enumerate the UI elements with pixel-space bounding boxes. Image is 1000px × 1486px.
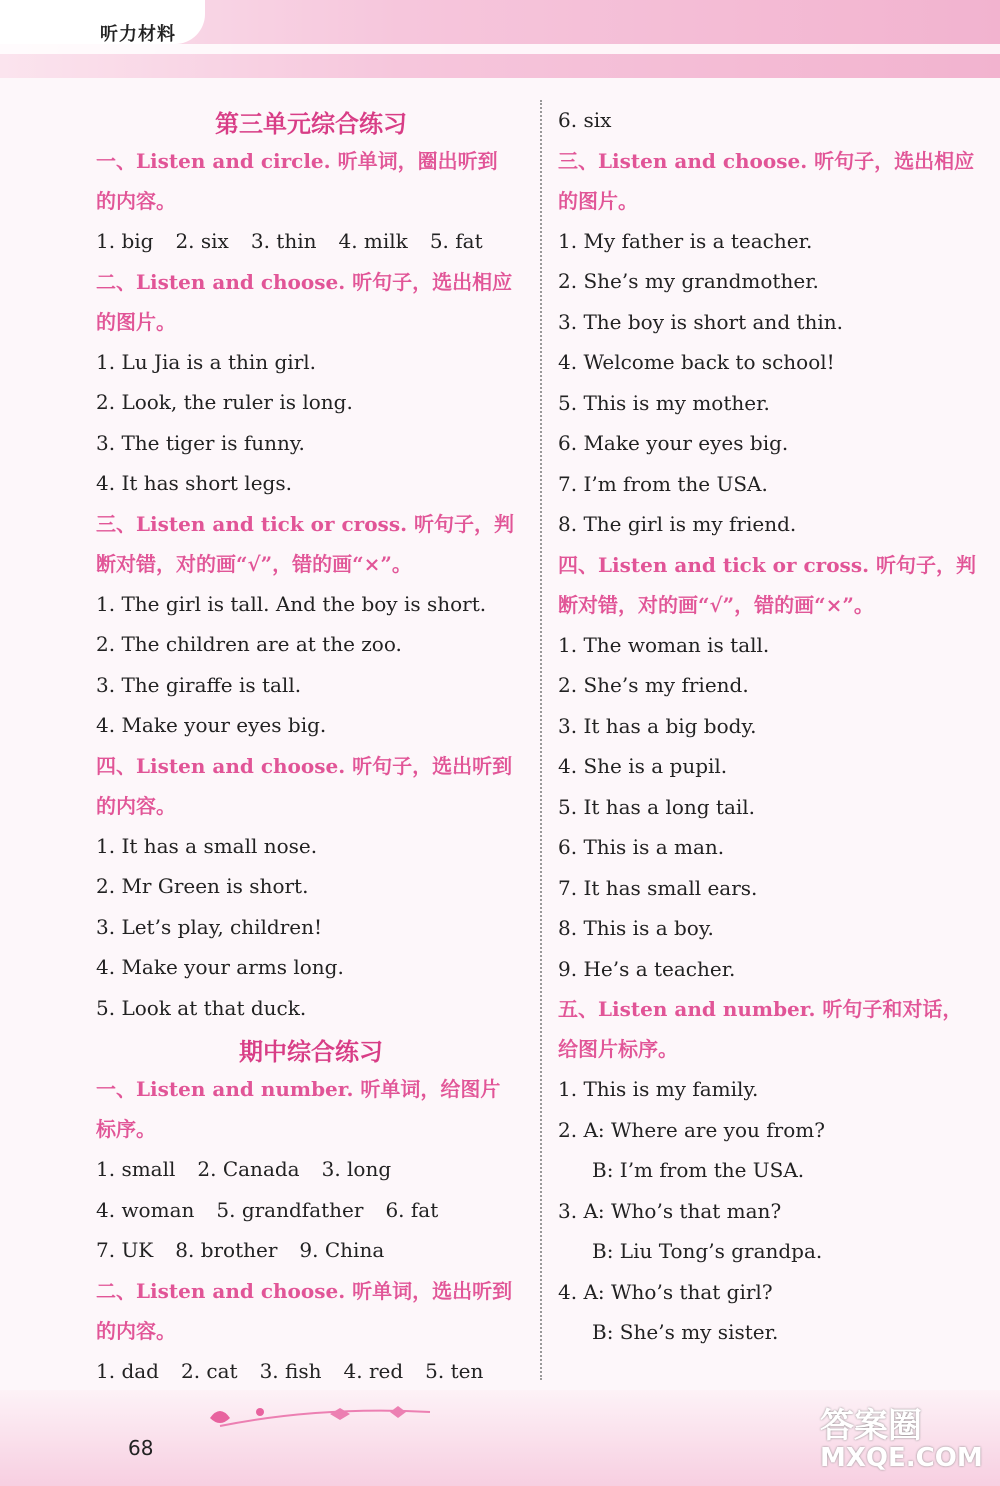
list-item: 5. This is my mother. <box>558 390 770 415</box>
section-heading: 二、Listen and choose. 听单词，选出听到 <box>96 1278 513 1303</box>
list-item: 5. Look at that duck. <box>96 995 307 1020</box>
word-row <box>96 221 526 262</box>
list-item: 3. long <box>321 1157 392 1181</box>
section-heading: 的图片。 <box>558 188 638 213</box>
list-item: 3. fish <box>259 1358 322 1383</box>
list-item: 3. Let’s play, children! <box>96 914 323 939</box>
list-item: 1. small <box>96 1157 176 1181</box>
dialogue-line: B: She’s my sister. <box>592 1320 779 1344</box>
list-item: 1. It has a small nose. <box>96 833 318 858</box>
flower-decoration-icon <box>200 1396 440 1436</box>
dialogue-line: 3. A: Who’s that man? <box>558 1198 782 1223</box>
list-item: 2. Look, the ruler is long. <box>96 390 353 414</box>
list-item: 2. six <box>175 229 229 253</box>
section-heading: 的内容。 <box>96 1318 176 1343</box>
list-item: 4. She is a pupil. <box>558 754 728 778</box>
section-heading: 的内容。 <box>96 189 176 213</box>
list-item: 2. cat <box>180 1358 238 1383</box>
list-item: 9. He’s a teacher. <box>558 956 736 981</box>
list-item: 3. The boy is short and thin. <box>558 309 844 334</box>
list-item: 2. Mr Green is short. <box>96 874 309 898</box>
list-item: 1. This is my family. <box>558 1077 759 1101</box>
right-column <box>558 100 978 1353</box>
list-item: 4. Make your arms long. <box>96 955 344 979</box>
header-title: 听力材料 <box>100 24 176 45</box>
list-item: 5. ten <box>425 1358 484 1383</box>
list-item: 1. The woman is tall. <box>558 632 770 657</box>
list-item: 4. Make your eyes big. <box>96 713 327 737</box>
section-heading: 四、Listen and choose. 听句子，选出听到 <box>96 753 513 778</box>
unit3-title: 第三单元综合练习 <box>215 110 407 138</box>
section-heading: 三、Listen and choose. 听句子，选出相应 <box>558 148 975 173</box>
left-column <box>96 100 526 1391</box>
page-header <box>0 0 1000 78</box>
watermark-logo-text: 答案圈 <box>820 1406 922 1446</box>
list-item: 8. The girl is my friend. <box>558 512 797 536</box>
list-item: 9. China <box>299 1238 385 1262</box>
dialogue-line: 4. A: Who’s that girl? <box>558 1279 773 1304</box>
list-item: 2. She’s my friend. <box>558 673 749 697</box>
dialogue-line: 2. A: Where are you from? <box>558 1117 825 1142</box>
section-heading: 一、Listen and circle. 听单词，圈出听到 <box>96 149 498 173</box>
word-row <box>96 1351 526 1392</box>
list-item: 6. This is a man. <box>558 835 725 859</box>
list-item: 6. fat <box>385 1197 439 1222</box>
list-item: 8. This is a boy. <box>558 916 714 940</box>
list-item: 3. It has a big body. <box>558 713 757 738</box>
word-row <box>96 1149 526 1190</box>
midterm-title: 期中综合练习 <box>239 1038 383 1066</box>
list-item: 7. I’m from the USA. <box>558 471 768 496</box>
list-item: 3. thin <box>250 229 317 253</box>
list-item: 1. dad <box>96 1358 159 1383</box>
word-row <box>96 1230 526 1271</box>
list-item: 2. The children are at the zoo. <box>96 632 402 656</box>
section-heading: 标序。 <box>96 1117 156 1141</box>
dialogue-line: B: Liu Tong’s grandpa. <box>592 1239 823 1263</box>
watermark <box>820 1398 983 1473</box>
list-item: 4. woman <box>96 1197 195 1222</box>
list-item: 5. It has a long tail. <box>558 794 756 819</box>
section-heading: 的内容。 <box>96 793 176 818</box>
watermark-url: MXQE.COM <box>820 1443 983 1473</box>
list-item: 6. six <box>558 108 612 132</box>
list-item: 2. Canada <box>197 1157 300 1181</box>
section-heading: 五、Listen and number. 听句子和对话， <box>558 997 963 1021</box>
list-item: 1. Lu Jia is a thin girl. <box>96 349 317 374</box>
list-item: 6. Make your eyes big. <box>558 431 789 455</box>
list-item: 4. red <box>343 1358 404 1383</box>
dialogue-line: B: I’m from the USA. <box>592 1158 805 1182</box>
list-item: 1. big <box>96 229 154 253</box>
word-row <box>96 1190 526 1231</box>
list-item: 2. She’s my grandmother. <box>558 269 819 293</box>
list-item: 4. milk <box>338 229 408 253</box>
list-item: 1. The girl is tall. And the boy is short. <box>96 591 487 616</box>
list-item: 8. brother <box>175 1238 278 1262</box>
list-item: 4. Welcome back to school! <box>558 350 835 374</box>
section-heading: 四、Listen and tick or cross. 听句子，判 <box>558 552 977 577</box>
column-divider <box>540 100 542 1380</box>
list-item: 4. It has short legs. <box>96 471 292 495</box>
list-item: 7. It has small ears. <box>558 875 758 900</box>
section-heading: 一、Listen and number. 听单词，给图片 <box>96 1077 501 1101</box>
list-item: 5. fat <box>429 229 483 253</box>
list-item: 7. UK <box>96 1238 154 1262</box>
section-heading: 的图片。 <box>96 309 176 334</box>
section-heading: 二、Listen and choose. 听句子，选出相应 <box>96 269 513 294</box>
list-item: 3. The giraffe is tall. <box>96 672 302 697</box>
section-heading: 断对错，对的画“√”，错的画“×”。 <box>96 551 412 576</box>
list-item: 5. grandfather <box>216 1197 364 1222</box>
section-heading: 断对错，对的画“√”，错的画“×”。 <box>558 592 874 617</box>
section-heading: 给图片标序。 <box>558 1037 678 1061</box>
list-item: 3. The tiger is funny. <box>96 430 305 455</box>
page-number: 68 <box>128 1436 154 1460</box>
section-heading: 三、Listen and tick or cross. 听句子，判 <box>96 511 515 536</box>
list-item: 1. My father is a teacher. <box>558 228 813 253</box>
